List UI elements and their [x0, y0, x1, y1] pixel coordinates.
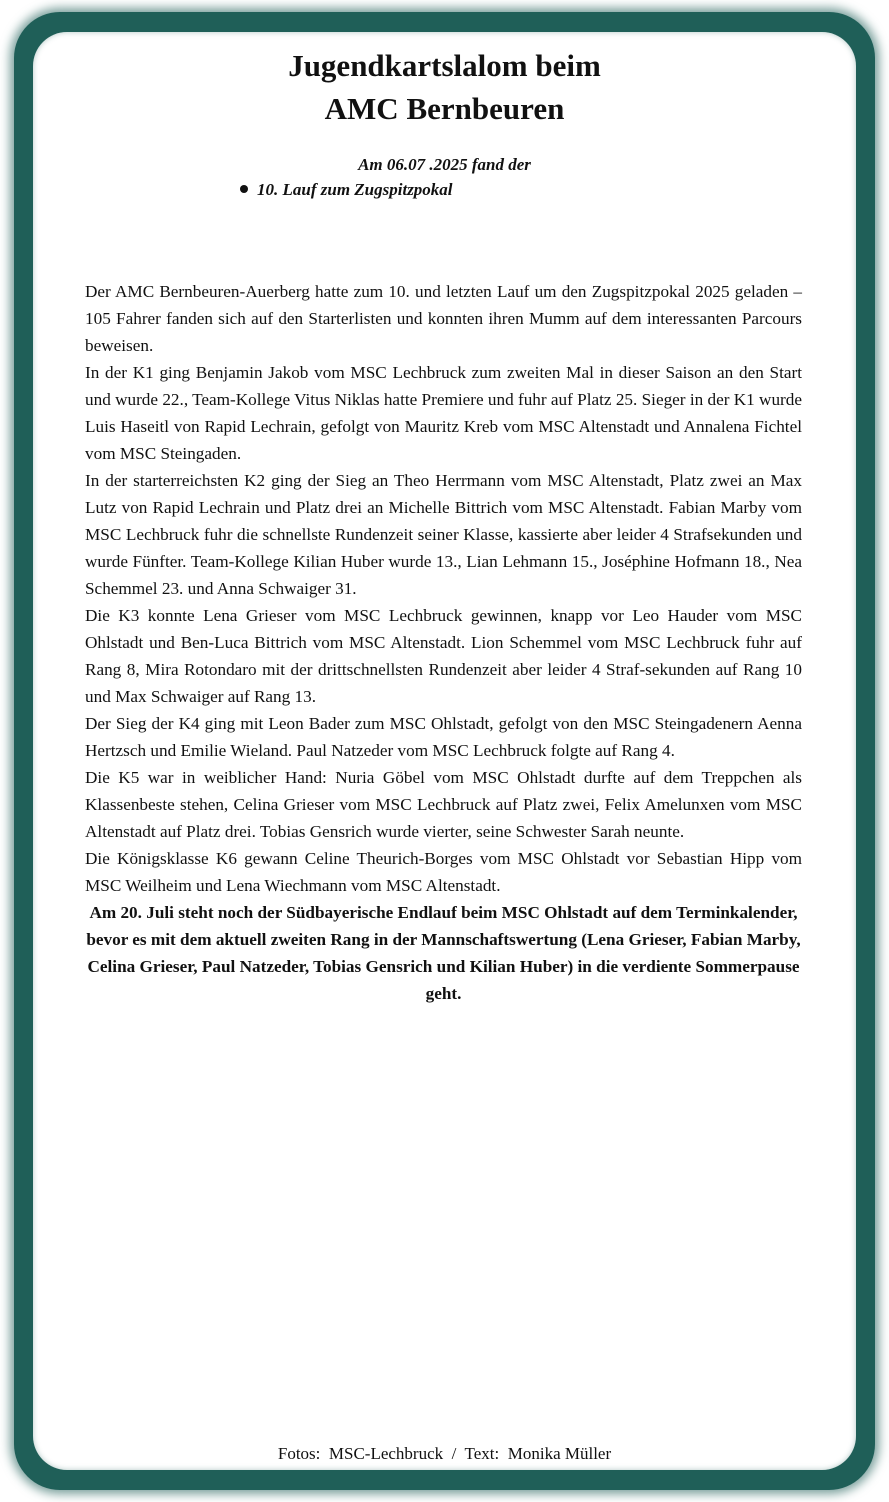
paragraph-k6: Die Königsklasse K6 gewann Celine Theurich-Borges vom MSC Ohlstadt vor Sebastian Hipp vom MSC Weilheim und Lena Wiechmann vom MSC Altenstadt.	[85, 849, 802, 895]
paragraph-k2: In der starterreichsten K2 ging der Sieg an Theo Herrmann vom MSC Altenstadt, Platz zwei an Max Lutz von Rapid Lechrain und Platz drei an Michelle Bittrich vom MSC Altenstadt. Fabian Marby vom MSC Lechbruck fuhr die schnellste Rundenzeit seiner Klasse, kassierte aber leider 4 Strafsekunden und wurde Fünfter. Team-Kollege Kilian Huber wurde 13., Lian Lehmann 15., Joséphine Hofmann 18., Nea Schemmel 23. und Anna Schwaiger 31.	[85, 471, 802, 598]
article-title	[33, 44, 856, 130]
paragraph-k5: Die K5 war in weiblicher Hand: Nuria Göbel vom MSC Ohlstadt durfte auf dem Treppchen als Klassenbeste stehen, Celina Grieser vom MSC Lechbruck auf Platz zwei, Felix Amelunxen vom MSC Altenstadt auf Platz drei. Tobias Gensrich wurde vierter, seine Schwester Sarah neunte.	[85, 768, 802, 841]
paragraph-k1: In der K1 ging Benjamin Jakob vom MSC Lechbruck zum zweiten Mal in dieser Saison an den Start und wurde 22., Team-Kollege Vitus Niklas hatte Premiere und fuhr auf Platz 25. Sieger in der K1 wurde Luis Haseitl von Rapid Lechrain, gefolgt von Mauritz Kreb vom MSC Altenstadt und Annalena Fichtel vom MSC Steingaden.	[85, 363, 802, 463]
bullet-dot-icon	[240, 185, 248, 193]
bullet-list-item	[240, 178, 453, 202]
bullet-item-text: 10. Lauf zum Zugspitzpokal	[257, 180, 453, 199]
closing-paragraph: Am 20. Juli steht noch der Südbayerische Endlauf beim MSC Ohlstadt auf dem Terminkalender, bevor es mit dem aktuell zweiten Rang in der Mannschaftswertung (Lena Grieser, Fabian Marby, Celina Grieser, Paul Natzeder, Tobias Gensrich und Kilian Huber) in die verdiente Sommerpause geht.	[86, 903, 801, 1003]
paragraph-k3: Die K3 konnte Lena Grieser vom MSC Lechbruck gewinnen, knapp vor Leo Hauder vom MSC Ohlstadt und Ben-Luca Bittrich vom MSC Altenstadt. Lion Schemmel vom MSC Lechbruck fuhr auf Rang 8, Mira Rotondaro mit der drittschnellsten Rundenzeit aber leider 4 Straf-sekunden auf Rang 10 und Max Schwaiger auf Rang 13.	[85, 606, 802, 706]
photo-text-credits: Fotos: MSC-Lechbruck / Text: Monika Müller	[277, 1444, 612, 1463]
intro-subtitle	[0, 153, 889, 177]
title-line-2: AMC Bernbeuren	[324, 91, 565, 126]
title-line-1: Jugendkartslalom beim	[288, 48, 601, 83]
paragraph-k4: Der Sieg der K4 ging mit Leon Bader zum MSC Ohlstadt, gefolgt von den MSC Steingadenern Aenna Hertzsch und Emilie Wieland. Paul Natzeder vom MSC Lechbruck folgte auf Rang 4.	[85, 714, 802, 760]
article-body	[85, 278, 802, 1007]
intro-line: Am 06.07 .2025 fand der	[358, 155, 531, 174]
paragraph-intro: Der AMC Bernbeuren-Auerberg hatte zum 10. und letzten Lauf um den Zugspitzpokal 2025 geladen – 105 Fahrer fanden sich auf den Starterlisten und konnten ihren Mumm auf dem interessanten Parcours beweisen.	[85, 282, 802, 355]
